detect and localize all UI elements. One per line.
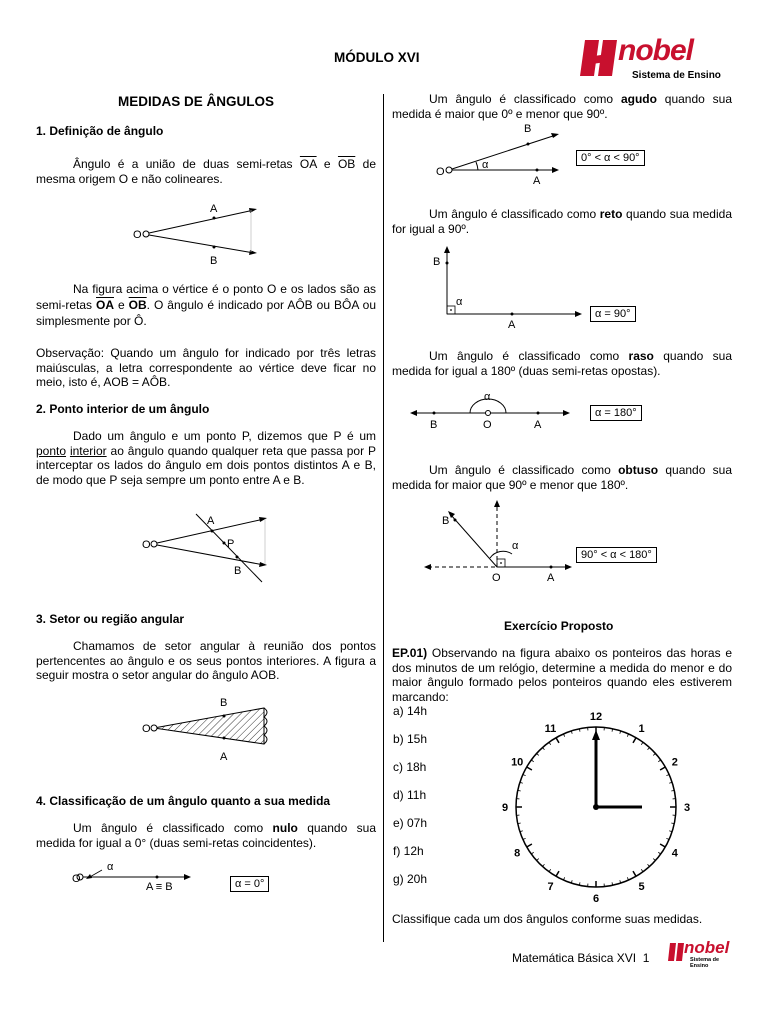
exercise-item: d) 11h [393, 788, 427, 802]
s1-paragraph [36, 157, 376, 186]
s1-paragraph-2 [36, 281, 376, 329]
clock-number: 3 [683, 802, 691, 814]
clock-figure [498, 711, 698, 905]
clock-number: 5 [638, 880, 645, 893]
null-angle-box: α = 0° [230, 876, 269, 892]
exercise-statement [392, 646, 732, 704]
right-angle-box: α = 90° [590, 306, 636, 322]
clock-number: 11 [544, 723, 557, 736]
footer-label: Matemática Básica XVI [512, 951, 637, 965]
label-b: B [430, 419, 438, 431]
column-divider [383, 94, 384, 942]
exercise-title: Exercício Proposto [504, 619, 614, 633]
angular-sector-figure [140, 694, 280, 764]
clock-number: 12 [589, 711, 603, 723]
obtuso-keyword: obtuso [618, 463, 659, 477]
clock-tick [653, 753, 655, 755]
section-heading: MEDIDAS DE ÂNGULOS [118, 94, 275, 109]
label-a: A [508, 319, 516, 331]
clock-tick [523, 838, 526, 839]
clock-number: 9 [501, 802, 509, 814]
label-a: A [220, 751, 228, 763]
page-number: 1 [642, 951, 650, 965]
label-alpha: α [482, 159, 489, 171]
nulo-end: quando sua medida for igual a 0° (duas semi-retas coincidentes). [36, 821, 376, 850]
interior-underlined: interior [69, 443, 107, 458]
clock-number: 6 [592, 893, 600, 905]
clock-tick [666, 774, 669, 775]
raso-end: quando sua medida for igual a 180º (duas semi-retas opostas). [392, 349, 732, 378]
ray-ob-2: $\overline{OB}$ [128, 298, 147, 312]
label-b: B [442, 515, 450, 527]
label-alpha: α [456, 296, 463, 308]
logo-brand: nobel [618, 34, 693, 67]
angle-definition-figure [130, 198, 270, 268]
page-title: MÓDULO XVI [334, 50, 420, 65]
observation: Observação: Quando um ângulo for indicado por três letras maiúsculas, a letra correspondente ao vértice deve ficar no meio, isto é, AOB = AÔB. [36, 346, 376, 389]
s1-title: 1. Definição de ângulo [36, 124, 164, 138]
s1-p1-a: Ângulo é a união de duas semi-retas [73, 157, 300, 171]
clock-tick [660, 844, 665, 847]
footer-logo-sub: Sistema de Ensino [690, 957, 720, 969]
clock-tick [542, 748, 544, 750]
s1-p2-mid: e [114, 298, 129, 312]
ray-oa: $\overline{OA}$ [299, 157, 317, 171]
reto-keyword: reto [599, 207, 623, 221]
clock-number: 10 [511, 756, 524, 769]
label-a: A [547, 572, 555, 584]
label-b: B [220, 697, 228, 709]
s4-title: 4. Classificação de um ângulo quanto a sua medida [36, 794, 331, 808]
brand-logo [582, 34, 732, 84]
clock-center [593, 804, 599, 810]
label-o: O [492, 572, 501, 584]
footer-logo [668, 938, 738, 969]
exercise-item: c) 18h [393, 760, 427, 774]
clock-tick [549, 869, 551, 871]
exercise-item: b) 15h [393, 732, 428, 746]
clock-tick [549, 742, 551, 744]
clock-number: 7 [547, 880, 554, 893]
raso-paragraph [392, 349, 732, 378]
clock-tick [641, 869, 643, 871]
s1-p2-end: . O ângulo é indicado por AÔB ou BÔA ou simplesmente por Ô. [36, 298, 377, 328]
nulo-paragraph [36, 821, 376, 850]
exercise-item: e) 07h [393, 816, 428, 830]
label-alpha: α [107, 861, 114, 873]
s3-paragraph: Chamamos de setor angular à reunião dos pontos pertencentes ao ângulo e os seus pontos interiores. A figura a seguir mostra o setor angular do ângulo AOB. [36, 639, 376, 682]
clock-tick [641, 742, 643, 744]
ep-label: EP.01) [392, 646, 428, 660]
label-a: A [210, 203, 218, 215]
reto-paragraph [392, 207, 732, 236]
acute-angle-figure [436, 120, 580, 190]
label-alpha: α [512, 540, 519, 552]
vertex-o [143, 231, 149, 237]
clock-number: 8 [514, 847, 521, 860]
clock-tick [556, 738, 559, 743]
label-a: A [533, 175, 541, 187]
clock-tick [527, 767, 532, 770]
obtuse-angle-box: 90° < α < 180° [576, 547, 657, 563]
s2-paragraph [36, 429, 376, 487]
clock-tick [542, 864, 544, 866]
label-o: O [72, 873, 81, 885]
clock-tick [537, 859, 539, 861]
s1-p2-a: Na figura acima o vértice é o ponto O e os lados são as semi-retas [36, 282, 376, 312]
obtuso-a: Um ângulo é classificado como [429, 463, 619, 477]
clock-tick [523, 774, 526, 775]
footer-text [512, 951, 649, 965]
label-o: O [142, 723, 151, 735]
clock-tick [563, 734, 564, 737]
raso-keyword: raso [628, 349, 654, 363]
reto-a: Um ângulo é classificado como [429, 207, 600, 221]
clock-tick [666, 838, 669, 839]
clock-number: 2 [671, 756, 678, 769]
exercise-item: g) 20h [393, 872, 428, 886]
obtuso-paragraph [392, 463, 732, 492]
s1-p1-mid: e [316, 157, 338, 171]
clock-tick [627, 734, 628, 737]
clock-tick [648, 864, 650, 866]
footer-logo-brand: nobel [684, 938, 730, 957]
clock-tick [660, 767, 665, 770]
nulo-keyword: nulo [272, 821, 298, 835]
agudo-paragraph [392, 92, 732, 121]
clock-number: 1 [638, 723, 645, 736]
clock-tick [556, 871, 559, 876]
clock-tick [633, 738, 636, 743]
s3-title: 3. Setor ou região angular [36, 612, 185, 626]
nulo-a: Um ângulo é classificado como [73, 821, 273, 835]
straight-angle-box: α = 180° [590, 405, 642, 421]
minute-hand-tip [592, 730, 600, 740]
obtuse-angle-figure [420, 496, 580, 586]
agudo-end: quando sua medida é maior que 0º e menor que 90º. [392, 92, 733, 121]
label-alpha: α [484, 391, 491, 403]
agudo-keyword: agudo [620, 92, 657, 106]
null-angle-figure [72, 858, 212, 898]
clock-tick [658, 760, 660, 762]
label-p: P [227, 538, 235, 550]
exercise-item: f) 12h [393, 844, 424, 858]
clock-tick [627, 877, 628, 880]
ray-ob: $\overline{OB}$ [337, 157, 356, 171]
obtuso-end: quando sua medida for maior que 90º e menor que 180º. [392, 463, 732, 492]
clock-tick [633, 871, 636, 876]
logo-subtitle: Sistema de Ensino [632, 70, 721, 81]
ray-oa-2: $\overline{OA}$ [96, 298, 114, 312]
clock-tick [531, 852, 533, 854]
label-b: B [210, 255, 218, 267]
clock-number: 4 [671, 847, 678, 860]
ponto-underlined: ponto [36, 443, 67, 458]
clock-tick [658, 852, 660, 854]
clock-tick [648, 748, 650, 750]
right-angle-figure [430, 238, 590, 338]
label-a: A [534, 419, 542, 431]
label-b: B [433, 256, 441, 268]
reto-end: quando sua medida for igual a 90º. [392, 207, 732, 236]
clock-tick [653, 859, 655, 861]
ep-text: Observando na figura abaixo os ponteiros das horas e dos minutos de um relógio, determine a medida do menor e do maior ângulo formado pelos ponteiros quando eles estiverem marcando: [392, 646, 732, 704]
clock-tick [563, 877, 564, 880]
exercise-item: a) 14h [393, 704, 428, 718]
label-o: O [436, 166, 445, 178]
exercise-closing: Classifique cada um dos ângulos conforme suas medidas. [392, 912, 703, 926]
label-o: O [133, 229, 142, 241]
agudo-a: Um ângulo é classificado como [429, 92, 621, 106]
straight-angle-figure [406, 388, 586, 438]
interior-point-figure [140, 510, 280, 580]
s1-p1-end: de mesma origem O e não colineares. [36, 157, 376, 186]
s2-title: 2. Ponto interior de um ângulo [36, 402, 210, 416]
label-b: B [234, 565, 242, 577]
label-o: O [142, 539, 151, 551]
label-o: O [483, 419, 492, 431]
clock-tick [527, 844, 532, 847]
acute-angle-box: 0° < α < 90° [576, 150, 645, 166]
label-a: A [207, 515, 215, 527]
label-ab: A ≡ B [146, 881, 173, 893]
s2-p-end: ao ângulo quando qualquer reta que passa por P interceptar os lados do ângulo em dois pontos distintos A e B, de modo que P seja sempre um ponto entre A e B. [36, 443, 376, 487]
clock-tick [531, 760, 533, 762]
clock-tick [537, 753, 539, 755]
raso-a: Um ângulo é classificado como [429, 349, 629, 363]
label-b: B [524, 123, 532, 135]
s2-p-a: Dado um ângulo e um ponto P, dizemos que P é um [73, 429, 376, 443]
